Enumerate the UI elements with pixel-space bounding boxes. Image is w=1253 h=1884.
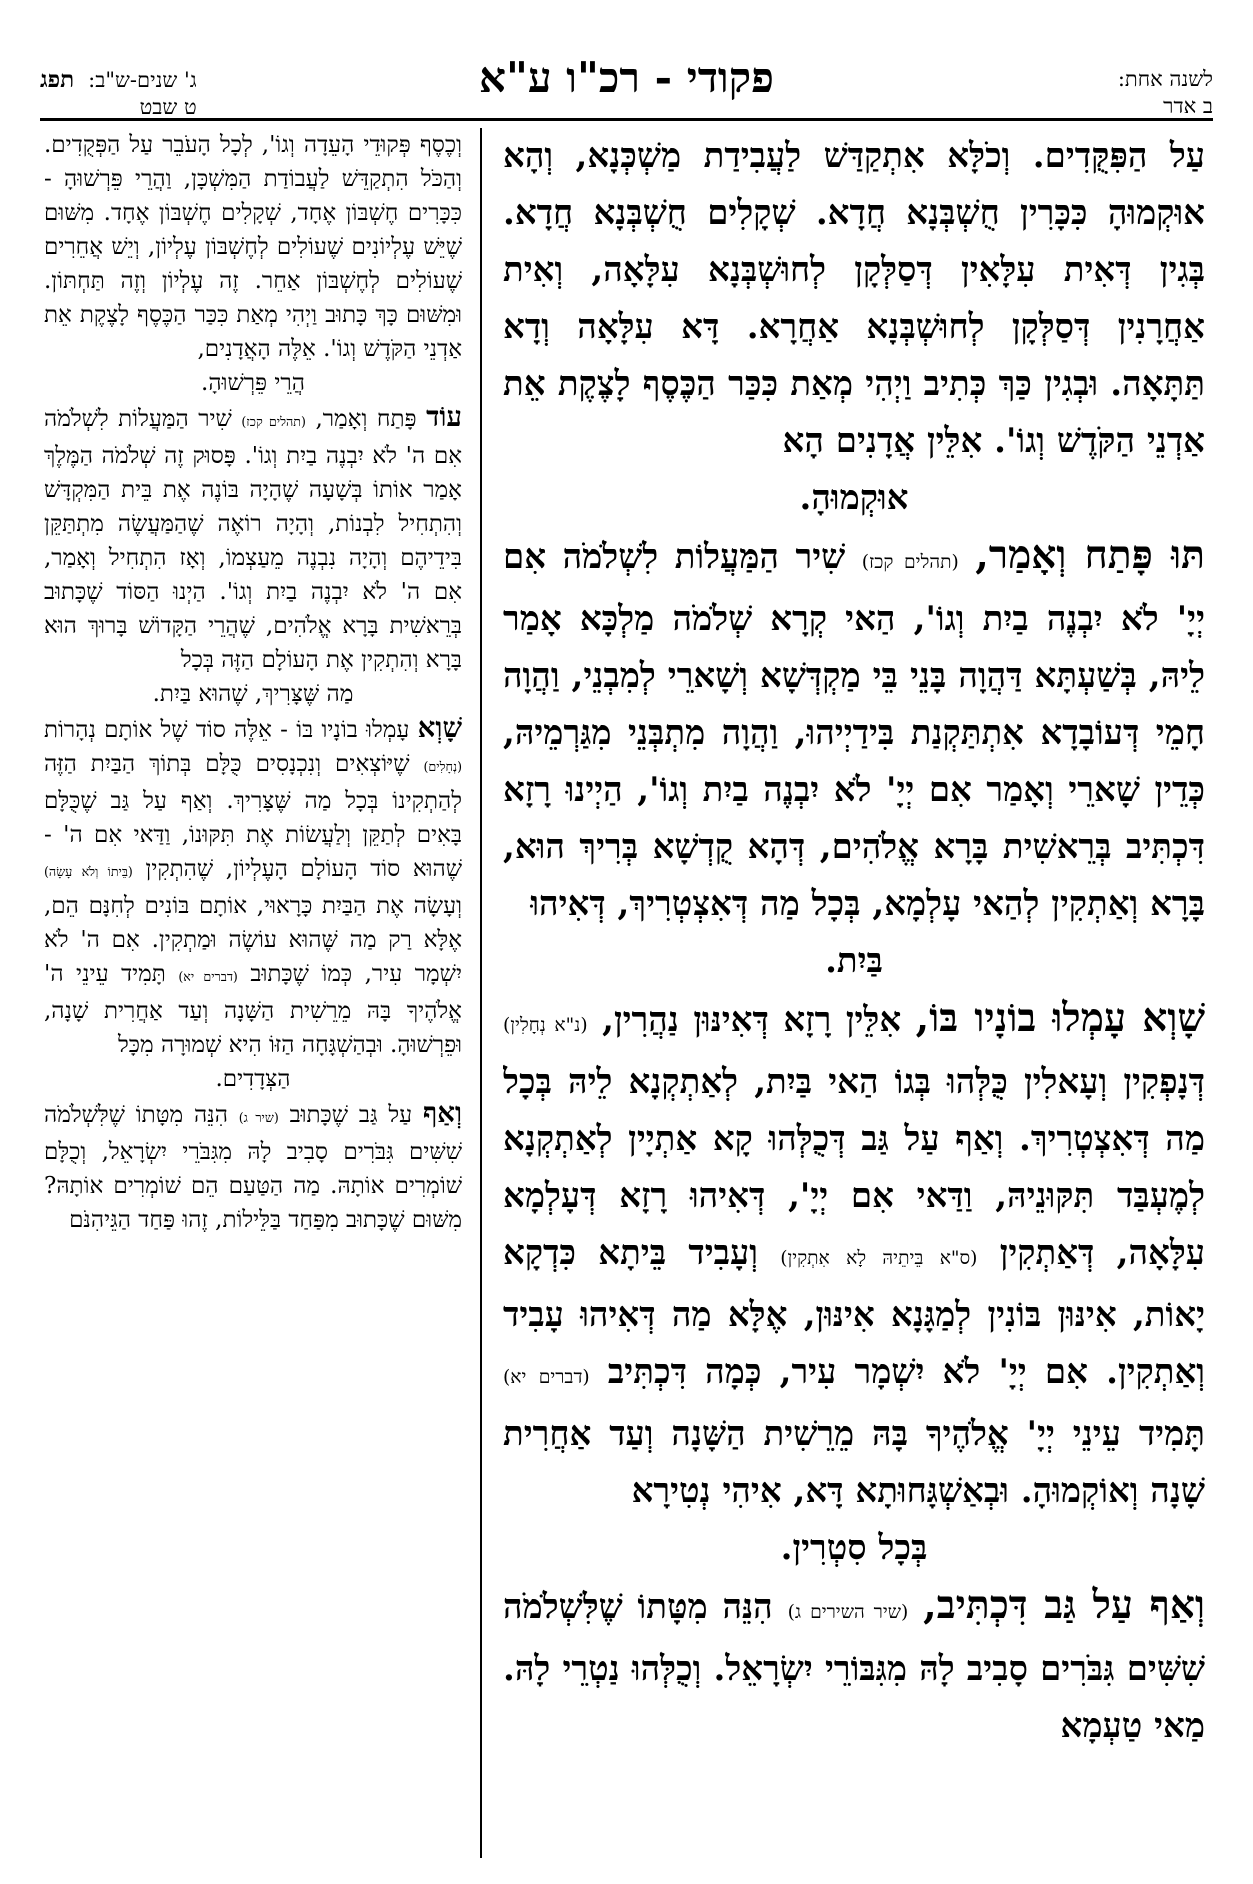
side-paragraph-1-end: הֲרֵי פֵּרְשׁוּהָ. [201,370,305,396]
side-paragraph-2-ref: (תהלים קכז) [241,414,306,429]
main-paragraph-3-lead: שָׁוְא עָמְלוּ בוֹנָיו בּוֹ, [915,995,1205,1041]
side-paragraph-2: עוֹד פָּתַח וְאָמַר, (תהלים קכז) שִׁיר הַמַּעֲלוֹת לִשְׁלֹמֹה אִם ה' לֹא יִבְנֶה בַיִת וְגוֹ'. פָּסוּק זֶה שְׁלֹמֹה הַמֶּלֶךְ אָמַר אוֹתוֹ בְּשָׁעָה שֶׁהָיָה בּוֹנֶה אֶת בֵּית הַמִּקְדָּשׁ וְהִתְחִיל לִבְנוֹת, וְהָיָה רוֹאֶה שֶׁהַמַּעֲשֶׂה מִתְתַּקֵּן בִּידֵיהֶם וְהָיָה נִבְנֶה מֵעַצְמוֹ, וְאָז הִתְחִיל וְאָמַר, אִם ה' לֹא יִבְנֶה בַיִת וְגוֹ'. הַיְנוּ הַסּוֹד שֶׁכָּתוּב בְּרֵאשִׁית בָּרָא אֱלֹהִים, שֶׁהֲרֵי הַקָּדוֹשׁ בָּרוּךְ הוּא בָּרָא וְהִתְקִין אֶת הָעוֹלָם הַזֶּה בְּכָל [44,400,462,673]
header-left-line2: ט שבט [139,95,197,119]
main-text-column [503,128,1205,1858]
side-paragraph-2-end: מַה שֶּׁצָּרִיךְ, שֶׁהוּא בַּיִת. [152,681,354,707]
side-paragraph-3-ref-3: (דברים יא) [178,969,238,984]
page-number: תפג [40,66,75,93]
column-divider [480,128,482,1858]
side-paragraph-4: וְאַף עַל גַּב שֶׁכָּתוּב (שיר ג) הִנֵּה מִטָּתוֹ שֶׁלִּשְׁלֹמֹה שִׁשִּׁים גִּבֹּרִים סָבִיב לָהּ מִגִּבֹּרֵי יִשְׂרָאֵל, וְכֻלָּם שׁוֹמְרִים אוֹתָהּ. מַה הַטַּעַם הֵם שׁוֹמְרִים אוֹתָהּ? מִשּׁוּם שֶׁכָּתוּב מִפַּחַד בַּלֵּילוֹת, זֶהוּ פַּחַד הַגֵּיהִנֹּם [44,1096,462,1233]
translation-column [44,128,462,1858]
main-paragraph-2-ref: (תהלים קכז) [861,552,959,573]
side-paragraph-3-ref-2: (בֵּיתוֹ וְלֹא עָשָׂה) [44,864,133,879]
main-paragraph-1-end: אוּקְמוּהָ. [799,478,909,518]
page-header [40,46,1213,118]
header-right-line2: ב אדר [1163,94,1213,118]
main-paragraph-2-end: בַּיִת. [825,941,883,981]
header-right-line1: לשנה אחת: [1117,67,1213,91]
main-paragraph-3-ref-1: (נ"א נְחָלִין) [503,1015,588,1036]
side-paragraph-3-ref-1: (נְחָלִים) [423,759,462,774]
main-paragraph-3-end: בְּכָל סִטְרִין. [780,1528,928,1568]
main-paragraph-3-ref-2: (ס"א בֵּיתֵיהּ לָא אִתְקִין) [780,1248,978,1269]
main-paragraph-1: עַל הַפִּקֻּדִים. וְכֹלָּא אִתְקַדַּשׁ לַעֲבִידַת מַשְׁכְּנָא, וְהָא אוּקְמוּהָ כִּכָּרִין חֻשְׁבְּנָא חֲדָא. שְׁקָלִים חֻשְׁבְּנָא חֲדָא. בְּגִין דְּאִית עִלָּאִין דְּסַלְּקָן לְחוּשְׁבְּנָא עִלָּאָה, וְאִית אַחֲרָנִין דְּסַלְּקָן לְחוּשְׁבְּנָא אַחֲרָא. דָּא עִלָּאָה וְדָא תַּתָּאָה. וּבְגִין כַּךְ כְּתִיב וַיְהִי מְאַת כִּכַּר הַכֶּסֶף לָצֶקֶת אֵת אַדְנֵי הַקֹּדֶשׁ וְגוֹ'. אִלֵּין אֲדָנִים הָא [503,136,1205,461]
side-paragraph-1: וְכֶסֶף פְּקוּדֵי הָעֵדָה וְגוֹ', לְכָל הָעֹבֵר עַל הַפְּקֻדִים. וְהַכֹּל הִתְקַדֵּשׁ לַעֲבוֹדַת הַמִּשְׁכָּן, וַהֲרֵי פֵּרְשׁוּהָ - כִּכָּרִים חֶשְׁבּוֹן אֶחָד, שְׁקָלִים חֶשְׁבּוֹן אֶחָד. מִשּׁוּם שֶׁיֵּשׁ עֶלְיוֹנִים שֶׁעוֹלִים לְחֶשְׁבּוֹן עֶלְיוֹן, וְיֵשׁ אֲחֵרִים שֶׁעוֹלִים לְחֶשְׁבּוֹן אַחֵר. זֶה עֶלְיוֹן וְזֶה תַּחְתּוֹן. וּמִשּׁוּם כָּךְ כָּתוּב וַיְהִי מְאַת כִּכַּר הַכֶּסֶף לָצֶקֶת אֵת אַדְנֵי הַקֹּדֶשׁ וְגוֹ'. אֵלֶּה הָאֲדָנִים, [44,132,462,362]
main-paragraph-3: שָׁוְא עָמְלוּ בוֹנָיו בּוֹ, אִלֵּין רָזָא דְּאִינּוּן נַהֲרִין, (נ"א נְחָלִין) דְּנָפְקִין וְעָאלִין כֻּלְּהוּ בְּגוֹ הַאי בַּיִת, לְאַתְקְנָא לֵיהּ בְּכָל מַה דְּאִצְטְרִיךְ. וְאַף עַל גַּב דְּכֻלְּהוּ קָא אַתְיָין לְאַתְקְנָא לְמֶעְבַּד תִּקּוּנֵיהּ, וַדַּאי אִם יְיָ', דְּאִיהוּ רָזָא דְּעָלְמָא עִלָּאָה, דְּאַתְקִין (ס"א בֵּיתֵיהּ לָא אִתְקִין) וְעָבִיד בֵּיתָא כִּדְקָא יָאוֹת, אִינּוּן בּוֹנִין לְמַגָּנָא אִינּוּן, אֶלָּא מַה דְּאִיהוּ עָבִיד וְאַתְקִין. אִם יְיָ' לֹא יִשְׁמָר עִיר, כְּמָה דִּכְתִּיב (דברים יא) תָּמִיד עֵינֵי יְיָ' אֱלֹהֶיךָ בָּהּ מֵרֵשִׁית הַשָּׁנָה וְעַד אַחֲרִית שָׁנָה וְאוֹקְמוּהָ. וּבְאַשְׁגָּחוּתָא דָּא, אִיהִי נְטִירָא [503,995,1205,1511]
side-paragraph-3-lead: שָׁוְא [417,711,462,744]
header-divider [40,118,1213,121]
side-paragraph-4-lead: וְאַף [422,1096,462,1129]
side-paragraph-3-end: הַצְּדָדִים. [215,1066,291,1092]
main-paragraph-4-lead: וְאַף עַל גַּב דִּכְתִּיב, [923,1582,1205,1628]
side-paragraph-4-ref: (שיר ג) [238,1110,279,1125]
main-paragraph-3-ref-3: (דברים יא) [503,1367,590,1388]
header-left-line1: ג' שנים-ש"ב: [88,68,197,92]
side-paragraph-2-lead: עוֹד [426,400,462,433]
main-paragraph-4-ref: (שיר השירים ג) [787,1602,909,1623]
page-title: פקודי - רכ"ו ע"א [479,53,774,102]
main-paragraph-4: וְאַף עַל גַּב דִּכְתִּיב, (שיר השירים ג) הִנֵּה מִטָּתוֹ שֶׁלִּשְׁלֹמֹה שִׁשִּׁים גִּבֹּרִים סָבִיב לָהּ מִגִּבּוֹרֵי יִשְׂרָאֵל. וְכֻלְּהוּ נַטְרֵי לָהּ. מַאי טַעְמָא [503,1582,1205,1746]
header-left [40,66,197,121]
side-paragraph-3: שָׁוְא עָמְלוּ בוֹנָיו בּוֹ - אֵלֶּה סוֹד שֶׁל אוֹתָם נְהָרוֹת (נְחָלִים) שֶׁיּוֹצְאִים וְנִכְנָסִים כֻּלָּם בְּתוֹךְ הַבַּיִת הַזֶּה לְהַתְקִינוֹ בְּכָל מַה שֶּׁצָּרִיךְ. וְאַף עַל גַּב שֶׁכֻּלָּם בָּאִים לְתַקֵּן וְלַעֲשׂוֹת אֶת תִּקּוּנוֹ, וַדַּאי אִם ה' - שֶׁהוּא סוֹד הָעוֹלָם הָעֶלְיוֹן, שֶׁהִתְקִין (בֵּיתוֹ וְלֹא עָשָׂה) וְעָשָׂה אֶת הַבַּיִת כָּרָאוּי, אוֹתָם בּוֹנִים לְחִנָּם הֵם, אֶלָּא רַק מַה שֶּׁהוּא עוֹשֶׂה וּמַתְקִין. אִם ה' לֹא יִשְׁמָר עִיר, כְּמוֹ שֶׁכָּתוּב (דברים יא) תָּמִיד עֵינֵי ה' אֱלֹהֶיךָ בָּהּ מֵרֵשִׁית הַשָּׁנָה וְעַד אַחֲרִית שָׁנָה, וּפֵרְשׁוּהָ. וּבְהַשְׁגָּחָה הַזּוֹ הִיא שְׁמוּרָה מִכָּל [44,711,462,1058]
main-paragraph-2-lead: תּוּ פָּתַח וְאָמַר, [975,532,1205,578]
main-paragraph-2: תּוּ פָּתַח וְאָמַר, (תהלים קכז) שִׁיר הַמַּעֲלוֹת לִשְׁלֹמֹה אִם יְיָ' לֹא יִבְנֶה בַיִת וְגוֹ', הַאי קְרָא שְׁלֹמֹה מַלְכָּא אָמַר לֵיהּ, בְּשַׁעְתָּא דַּהֲוָה בָּנֵי בֵּי מַקְדְּשָׁא וְשָׁארֵי לְמִבְנֵי, וַהֲוָה חָמֵי דְּעוֹבָדָא אִתְתַּקְנַת בִּידַיְיהוּ, וַהֲוָה מִתְבְּנֵי מִגַּרְמֵיהּ, כְּדֵין שָׁארֵי וְאָמַר אִם יְיָ' לֹא יִבְנֶה בַיִת וְגוֹ', הַיְינוּ רָזָא דִּכְתִּיב בְּרֵאשִׁית בָּרָא אֱלֹהִים, דְּהָא קֻדְשָׁא בְּרִיךְ הוּא, בָּרָא וְאַתְקִין לְהַאי עָלְמָא, בְּכָל מַה דְּאִצְטְרִיךְ, דְּאִיהוּ [503,532,1205,924]
